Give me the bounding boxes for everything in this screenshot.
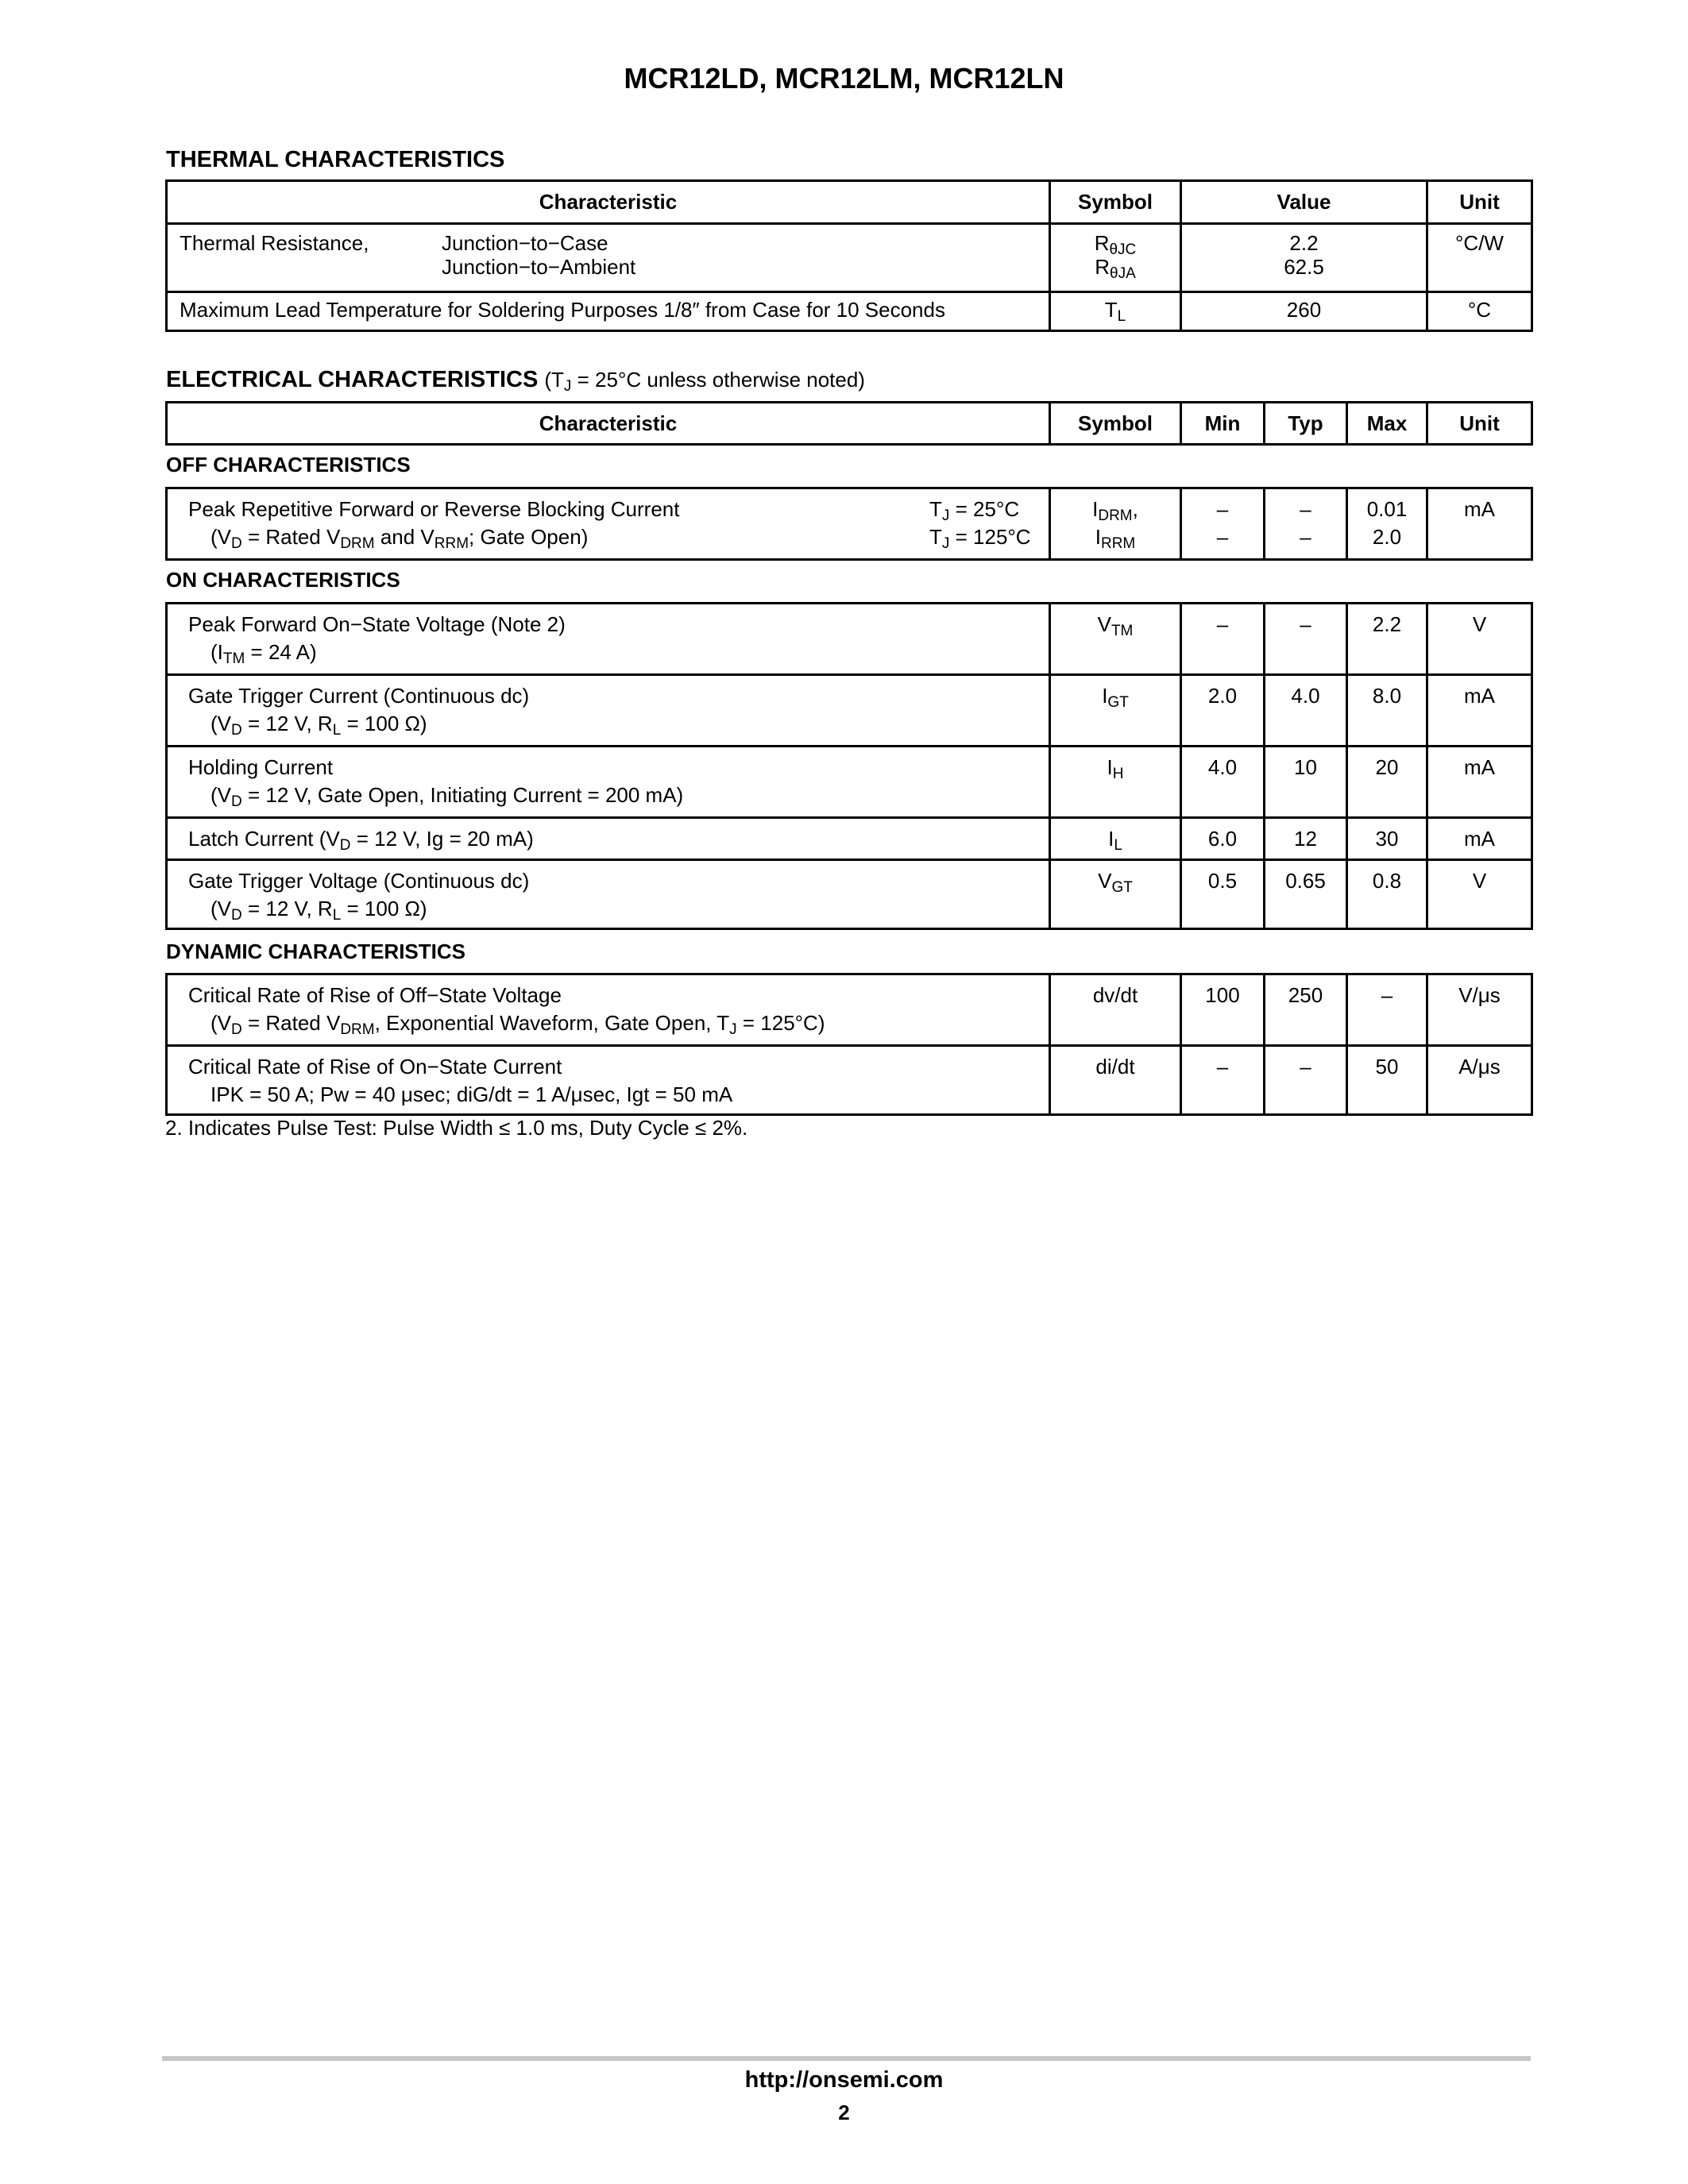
table-row: $T_J = 25^\circ C$ $T_J = 125^\circ C$ Peak Repetitive Forward or Reverse Blocking Current ($V_D$ = Rated $V_{DRM}$ and $V_{RRM}$; Gate Open) $I_{DRM}$, $I_{RRM}$ – – – – 0.01 2.0 mA: [167, 488, 1532, 560]
on-characteristics-heading: ON CHARACTERISTICS: [166, 568, 400, 592]
unit: mA: [1427, 488, 1532, 560]
typ-value: 12: [1265, 818, 1347, 860]
typ-value: 0.65: [1265, 860, 1347, 929]
electrical-note: ($T_J = 25^\circ C$ unless otherwise noted): [544, 368, 865, 395]
min-value: –: [1216, 497, 1229, 521]
table-row: [167, 224, 1532, 292]
symbol: R: [1094, 231, 1110, 255]
row-condition: ($V_D = 12$ V, $R_L = 100$ Ω): [211, 712, 427, 739]
row-sub: Junction−to−Ambient: [442, 255, 636, 279]
row-condition: ($I_{TM} = 24$ A): [211, 640, 317, 667]
row-sub: Junction−to−Case: [442, 231, 608, 255]
row-label: Critical Rate of Rise of On−State Current: [188, 1055, 562, 1078]
col-symbol: Symbol: [1050, 181, 1181, 224]
row-label: Gate Trigger Voltage (Continuous dc): [188, 869, 530, 893]
col-characteristic: Characteristic: [167, 403, 1050, 445]
unit: V/μs: [1427, 974, 1532, 1046]
symbol: I: [1095, 525, 1101, 549]
table-row: [167, 1046, 1532, 1115]
min-value: –: [1216, 525, 1229, 549]
unit: mA: [1427, 675, 1532, 747]
min-value: 100: [1181, 974, 1265, 1046]
value: 260: [1181, 292, 1427, 331]
col-unit: Unit: [1427, 403, 1532, 445]
row-condition: IPK = 50 A; Pw = 40 μsec; diG/dt = 1 A/μsec, Igt = 50 mA: [211, 1082, 733, 1106]
max-value: 8.0: [1347, 675, 1427, 747]
max-value: 30: [1347, 818, 1427, 860]
row-label: Holding Current: [188, 755, 334, 779]
table-row: Holding Current ($V_D = 12$ V, Gate Open, Initiating Current = 200 mA) $I_H$ 4.0 10 20 mA: [167, 747, 1532, 818]
table-row: Gate Trigger Voltage (Continuous dc) ($V_D = 12$ V, $R_L = 100$ Ω) $V_{GT}$ 0.5 0.65 0.8 V: [167, 860, 1532, 929]
symbol: dv/dt: [1050, 974, 1181, 1046]
table-row: [167, 974, 1532, 1046]
value: 62.5: [1284, 255, 1324, 279]
thermal-table: [165, 179, 1533, 332]
row-label: Latch Current ($V_D = 12$ V, Ig = 20 mA): [188, 827, 534, 854]
row-label: Peak Forward On−State Voltage (Note 2): [188, 612, 566, 636]
dynamic-characteristics-heading: DYNAMIC CHARACTERISTICS: [166, 940, 465, 963]
min-value: 0.5: [1181, 860, 1265, 929]
typ-value: –: [1300, 525, 1311, 549]
off-table: [165, 487, 1533, 561]
page-title: MCR12LD, MCR12LM, MCR12LN: [624, 62, 1064, 95]
footer-url[interactable]: http://onsemi.com: [744, 2067, 944, 2093]
col-symbol: Symbol: [1050, 403, 1181, 445]
symbol-sub: θJA: [1110, 265, 1136, 282]
table-row: Gate Trigger Current (Continuous dc) ($V_D = 12$ V, $R_L = 100$ Ω) $I_{GT}$ 2.0 4.0 8.0 mA: [167, 675, 1532, 747]
symbol-sub: L: [1117, 308, 1126, 325]
row-label: Peak Repetitive Forward or Reverse Blocking Current: [188, 497, 680, 521]
unit: mA: [1427, 747, 1532, 818]
symbol: V: [1097, 612, 1111, 636]
max-value: 0.01: [1366, 497, 1408, 521]
symbol: R: [1095, 255, 1111, 279]
row-condition: ($V_D$ = Rated $V_{DRM}$, Exponential Waveform, Gate Open, $T_J = 125^\circ C$): [211, 1011, 825, 1038]
row-condition: ($V_D$ = Rated $V_{DRM}$ and $V_{RRM}$; Gate Open): [211, 525, 589, 552]
col-typ: Typ: [1265, 403, 1347, 445]
max-value: 20: [1347, 747, 1427, 818]
electrical-header-table: [165, 401, 1533, 446]
symbol: T: [1104, 298, 1118, 322]
electrical-heading-text: ELECTRICAL CHARACTERISTICS: [166, 367, 539, 392]
symbol: I: [1107, 755, 1113, 779]
row-label: Critical Rate of Rise of Off−State Voltage: [188, 983, 562, 1007]
on-table: [165, 602, 1533, 930]
typ-value: –: [1265, 1046, 1347, 1115]
page-number: 2: [838, 2101, 850, 2124]
footer-divider: [162, 2056, 1531, 2061]
value: 2.2: [1289, 231, 1319, 255]
min-value: 4.0: [1181, 747, 1265, 818]
col-min: Min: [1181, 403, 1265, 445]
typ-value: –: [1300, 497, 1311, 521]
off-characteristics-heading: OFF CHARACTERISTICS: [166, 453, 411, 477]
col-unit: Unit: [1427, 181, 1532, 224]
table-row: Peak Forward On−State Voltage (Note 2) ($I_{TM} = 24$ A) $V_{TM}$ – – 2.2 V: [167, 604, 1532, 675]
symbol: I: [1092, 497, 1099, 521]
typ-value: –: [1265, 604, 1347, 675]
tj-conditions: $T_J = 25^\circ C$ $T_J = 125^\circ C$: [929, 497, 1031, 552]
unit: A/μs: [1427, 1046, 1532, 1115]
min-value: –: [1181, 604, 1265, 675]
max-value: –: [1347, 974, 1427, 1046]
unit: °C/W: [1427, 224, 1532, 292]
unit: °C: [1427, 292, 1532, 331]
symbol-sub: θJC: [1109, 241, 1137, 258]
symbol: I: [1108, 827, 1114, 851]
max-value: 2.2: [1347, 604, 1427, 675]
typ-value: 250: [1265, 974, 1347, 1046]
col-characteristic: Characteristic: [167, 181, 1050, 224]
row-condition: ($V_D = 12$ V, $R_L = 100$ Ω): [211, 897, 427, 924]
dynamic-table: [165, 973, 1533, 1116]
min-value: –: [1181, 1046, 1265, 1115]
table-row: Latch Current ($V_D = 12$ V, Ig = 20 mA) $I_L$ 6.0 12 30 mA: [167, 818, 1532, 860]
thermal-heading: THERMAL CHARACTERISTICS: [166, 147, 505, 172]
row-label: Gate Trigger Current (Continuous dc): [188, 684, 530, 708]
max-value: 50: [1347, 1046, 1427, 1115]
col-value: Value: [1181, 181, 1427, 224]
typ-value: 4.0: [1265, 675, 1347, 747]
row-label: Thermal Resistance,: [180, 231, 369, 255]
min-value: 2.0: [1181, 675, 1265, 747]
row-label: Maximum Lead Temperature for Soldering Purposes 1/8″ from Case for 10 Seconds: [167, 292, 1050, 331]
symbol: I: [1102, 684, 1108, 708]
unit: V: [1427, 604, 1532, 675]
footnote: 2. Indicates Pulse Test: Pulse Width ≤ 1.0 ms, Duty Cycle ≤ 2%.: [165, 1116, 748, 1140]
symbol: V: [1098, 869, 1112, 893]
unit: mA: [1427, 818, 1532, 860]
max-value: 0.8: [1347, 860, 1427, 929]
electrical-heading: [166, 367, 865, 393]
col-max: Max: [1347, 403, 1427, 445]
table-row: [167, 292, 1532, 331]
row-condition: ($V_D = 12$ V, Gate Open, Initiating Current = 200 mA): [211, 783, 684, 810]
typ-value: 10: [1265, 747, 1347, 818]
unit: V: [1427, 860, 1532, 929]
symbol: di/dt: [1050, 1046, 1181, 1115]
min-value: 6.0: [1181, 818, 1265, 860]
max-value: 2.0: [1372, 525, 1402, 549]
